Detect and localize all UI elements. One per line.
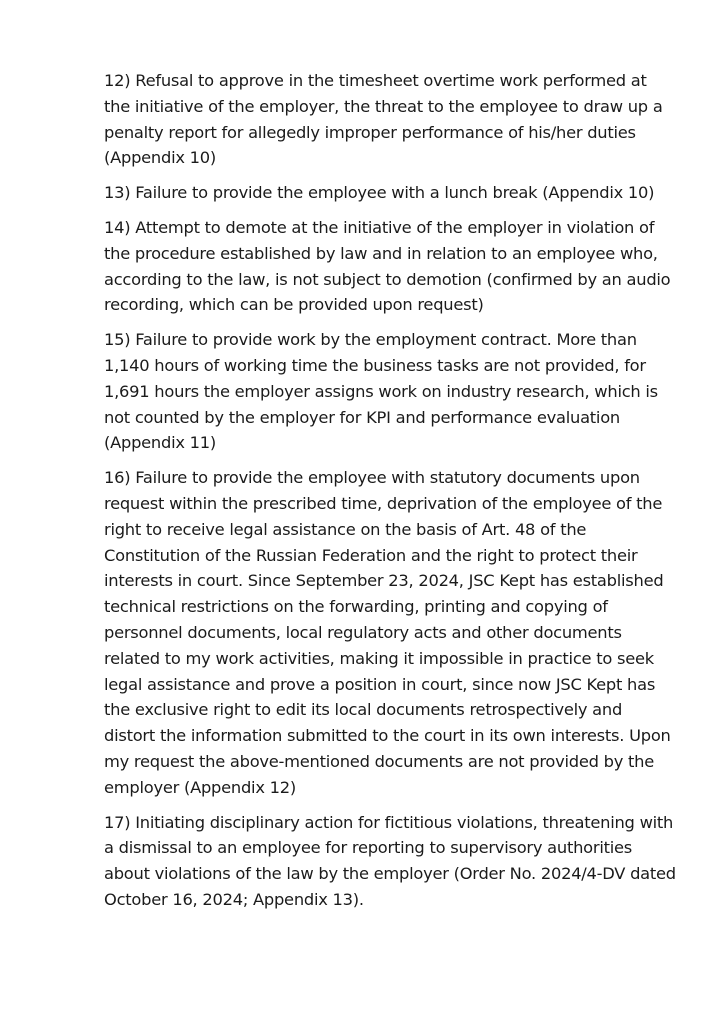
paragraph-item-14: 14) Attempt to demote at the initiative of the employer in violation of the procedure established by law and in relation to an employee who, according to the law, is not subject to demotion (confirmed by an audio recording, which can be provided upon request) [104, 217, 671, 315]
paragraph-item-13: 13) Failure to provide the employee with a lunch break (Appendix 10) [104, 183, 655, 203]
paragraph-item-17: 17) Initiating disciplinary action for fictitious violations, threatening with a dismissal to an employee for reporting to supervisory authorities about violations of the law by the employer (Order No. 2024/4-DV dated October 16, 2024; Appendix 13). [104, 812, 676, 909]
paragraph-item-16: 16) Failure to provide the employee with statutory documents upon request within the prescribed time, deprivation of the employee of the right to receive legal assistance on the basis of Art. 48 of the Constitution of the Russian Federation and the right to protect their interests in court. Since September 23, 2024, JSC Kept has established technical restrictions on the forwarding, printing and copying of personnel documents, local regulatory acts and other documents related to my work activities, making it impossible in practice to seek legal assistance and prove a position in court, since now JSC Kept has the exclusive right to edit its local documents retrospectively and distort the information submitted to the court in its own interests. Upon my request the above-mentioned documents are not provided by the employer (Appendix 12) [104, 468, 671, 797]
paragraph-item-15: 15) Failure to provide work by the employment contract. More than 1,140 hours of working time the business tasks are not provided, for 1,691 hours the employer assigns work on industry research, which is not counted by the employer for KPI and performance evaluation (Appendix 11) [104, 330, 658, 453]
document-page [104, 68, 676, 922]
paragraph-item-12: 12) Refusal to approve in the timesheet overtime work performed at the initiative of the employer, the threat to the employee to draw up a penalty report for allegedly improper performance of his/her duties (Appendix 10) [104, 71, 663, 168]
